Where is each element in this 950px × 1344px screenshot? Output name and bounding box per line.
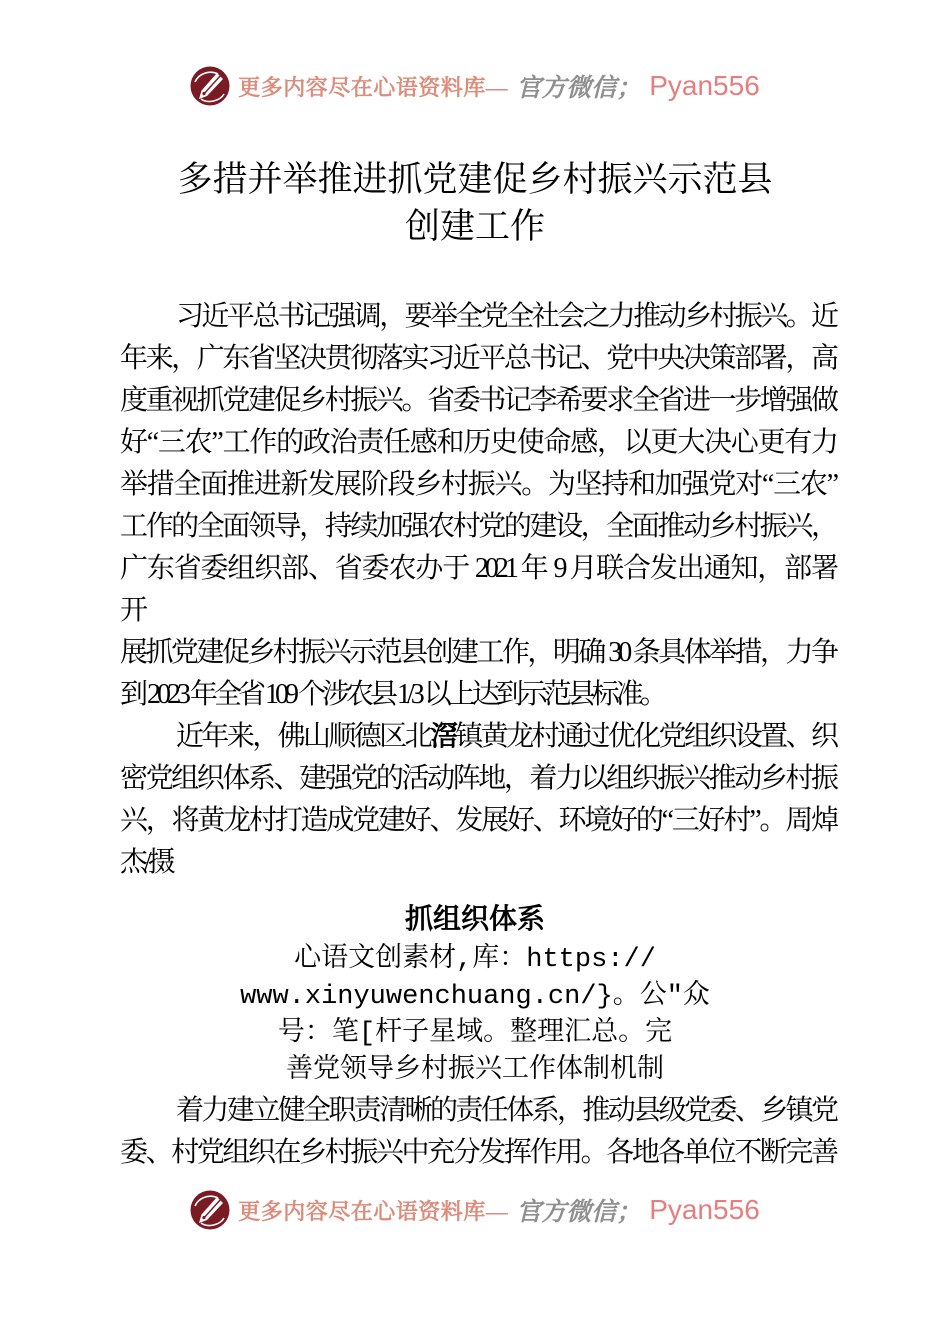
body-line: 展抓党建促乡村振兴示范县创建工作，明确 30 条具体举措，力争 [120,637,835,668]
body-line: 到 2023 年全省 109 个涉农县 1/3 以上达到示范县标准。 [120,679,664,710]
body-line: 年来，广东省坚决贯彻落实习近平总书记、党中央决策部署，高 [120,343,835,374]
document-body [120,296,835,884]
body-line: 举措全面推进新发展阶段乡村振兴。为坚持和加强党对“三农” [120,469,835,500]
banner-wechat-id: Pyan556 [649,1194,760,1225]
paragraph-2 [120,716,835,884]
watermark-line: 善党领导乡村振兴工作体制机制 [286,1056,664,1086]
pen-nib-icon [190,1190,230,1230]
body-line: 开 [120,595,145,626]
watermark-line: 心语文创素材,库：https:// [294,945,656,975]
body-line: 着力建立健全职责清晰的责任体系，推动县级党委、乡镇党 [176,1095,835,1126]
body-line: 工作的全面领导，持续加强农村党的建设，全面推动乡村振兴， [120,511,835,542]
pen-nib-icon [190,66,230,106]
watermark-line: 号：笔[杆子星域。整理汇总。完 [277,1019,673,1049]
document-title-line1: 多措并举推进抓党建促乡村振兴示范县 [177,160,773,199]
body-line: 兴，将黄龙村打造成党建好、发展好、环境好的“三好村”。周焯 [120,805,835,836]
document-title-line2: 创建工作 [404,207,545,246]
body-line [120,716,835,758]
paragraph-1 [120,296,835,716]
watermark-line: www.xinyuwenchuang.cn/}。公″众 [240,982,710,1012]
paragraph-3 [120,1090,835,1174]
body-line: 度重视抓党建促乡村振兴。省委书记李希要求全省进一步增强做 [120,385,835,416]
section-heading: 抓组织体系 [404,903,545,934]
body-line: 广东省委组织部、省委农办于 2021 年 9 月联合发出通知，部署 [120,553,835,584]
banner-brand-text: 更多内容尽在心语资料库— [238,1198,509,1224]
banner-wechat-id: Pyan556 [649,70,760,101]
bold-character: 滘 [429,721,456,752]
banner-wechat-label: 官方微信； [516,1199,642,1226]
body-line: 好“三农”工作的政治责任感和历史使命感，以更大决心更有力 [120,427,835,458]
body-line-segment: 镇黄龙村通过优化党组织设置、织 [455,721,835,752]
watermark-block [0,942,950,1090]
document-title [0,156,950,250]
body-line-segment: 近年来，佛山顺德区北 [176,721,430,752]
banner-wechat-label: 官方微信； [516,75,642,102]
footer-banner [0,1190,950,1230]
header-banner [0,0,950,106]
body-line: 习近平总书记强调，要举全党全社会之力推动乡村振兴。近 [176,301,835,332]
body-line: 委、村党组织在乡村振兴中充分发挥作用。各地各单位不断完善 [120,1137,835,1168]
body-line: 杰/摄 [120,847,172,878]
body-line: 密党组织体系、建强党的活动阵地，着力以组织振兴推动乡村振 [120,763,835,794]
banner-brand-text: 更多内容尽在心语资料库— [238,74,509,100]
